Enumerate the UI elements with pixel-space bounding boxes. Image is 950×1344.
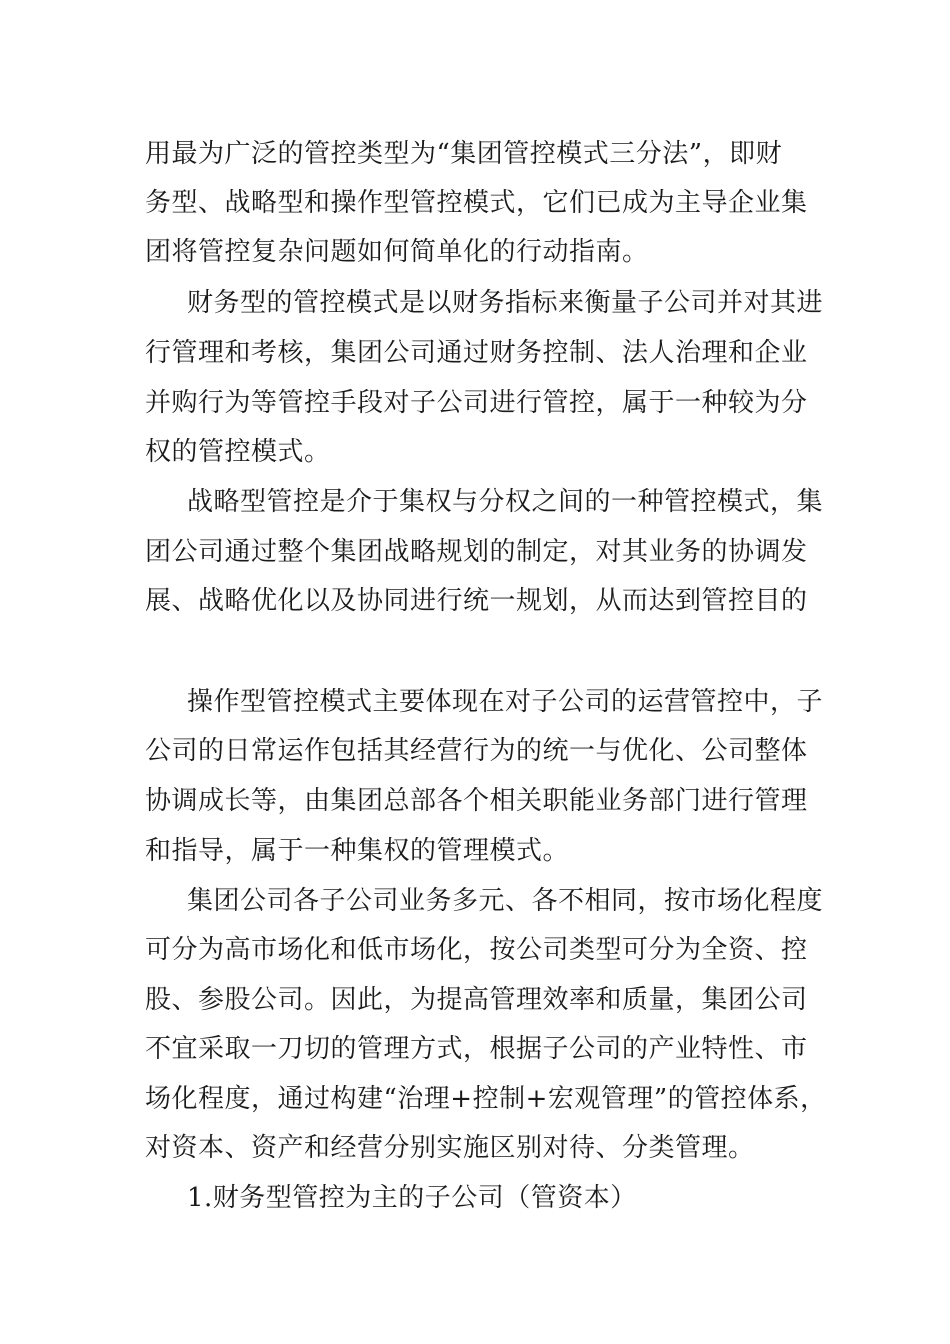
paragraph-line: 财务型的管控模式是以财务指标来衡量子公司并对其进 [187,288,824,318]
paragraph-line: 并购行为等管控手段对子公司进行管控，属于一种较为分 [145,388,808,418]
paragraph-line: 对资本、资产和经营分别实施区别对待、分类管理。 [145,1133,755,1163]
paragraph-line: 协调成长等，由集团总部各个相关职能业务部门进行管理 [145,786,808,816]
paragraph-line: 用最为广泛的管控类型为“集团管控模式三分法”，即财 [145,139,783,169]
paragraph-line: 股、参股公司。因此，为提高管理效率和质量，集团公司 [145,985,808,1015]
paragraph-line: 战略型管控是介于集权与分权之间的一种管控模式，集 [187,487,824,517]
paragraph-line: 展、战略优化以及协同进行统一规划，从而达到管控目的 [145,586,808,616]
paragraph-line: 可分为高市场化和低市场化，按公司类型可分为全资、控 [145,935,808,965]
paragraph-line: 团公司通过整个集团战略规划的制定，对其业务的协调发 [145,537,808,567]
section-heading-text: 1.财务型管控为主的子公司（管资本） [187,1183,637,1213]
paragraph-line: 行管理和考核，集团公司通过财务控制、法人治理和企业 [145,338,808,368]
paragraph-line: 权的管控模式。 [145,437,331,467]
paragraph-line: 公司的日常运作包括其经营行为的统一与优化、公司整体 [145,736,808,766]
paragraph-line: 务型、战略型和操作型管控模式，它们已成为主导企业集 [145,188,808,218]
paragraph-line: 团将管控复杂问题如何简单化的行动指南。 [145,237,649,267]
paragraph-line: 操作型管控模式主要体现在对子公司的运营管控中，子 [187,687,824,717]
paragraph-line: 场化程度，通过构建“治理+控制+宏观管理”的管控体系， [145,1084,827,1114]
paragraph-line: 和指导，属于一种集权的管理模式。 [145,836,570,866]
paragraph-line: 集团公司各子公司业务多元、各不相同，按市场化程度 [187,886,824,916]
paragraph-line: 不宜采取一刀切的管理方式，根据子公司的产业特性、市 [145,1034,808,1064]
